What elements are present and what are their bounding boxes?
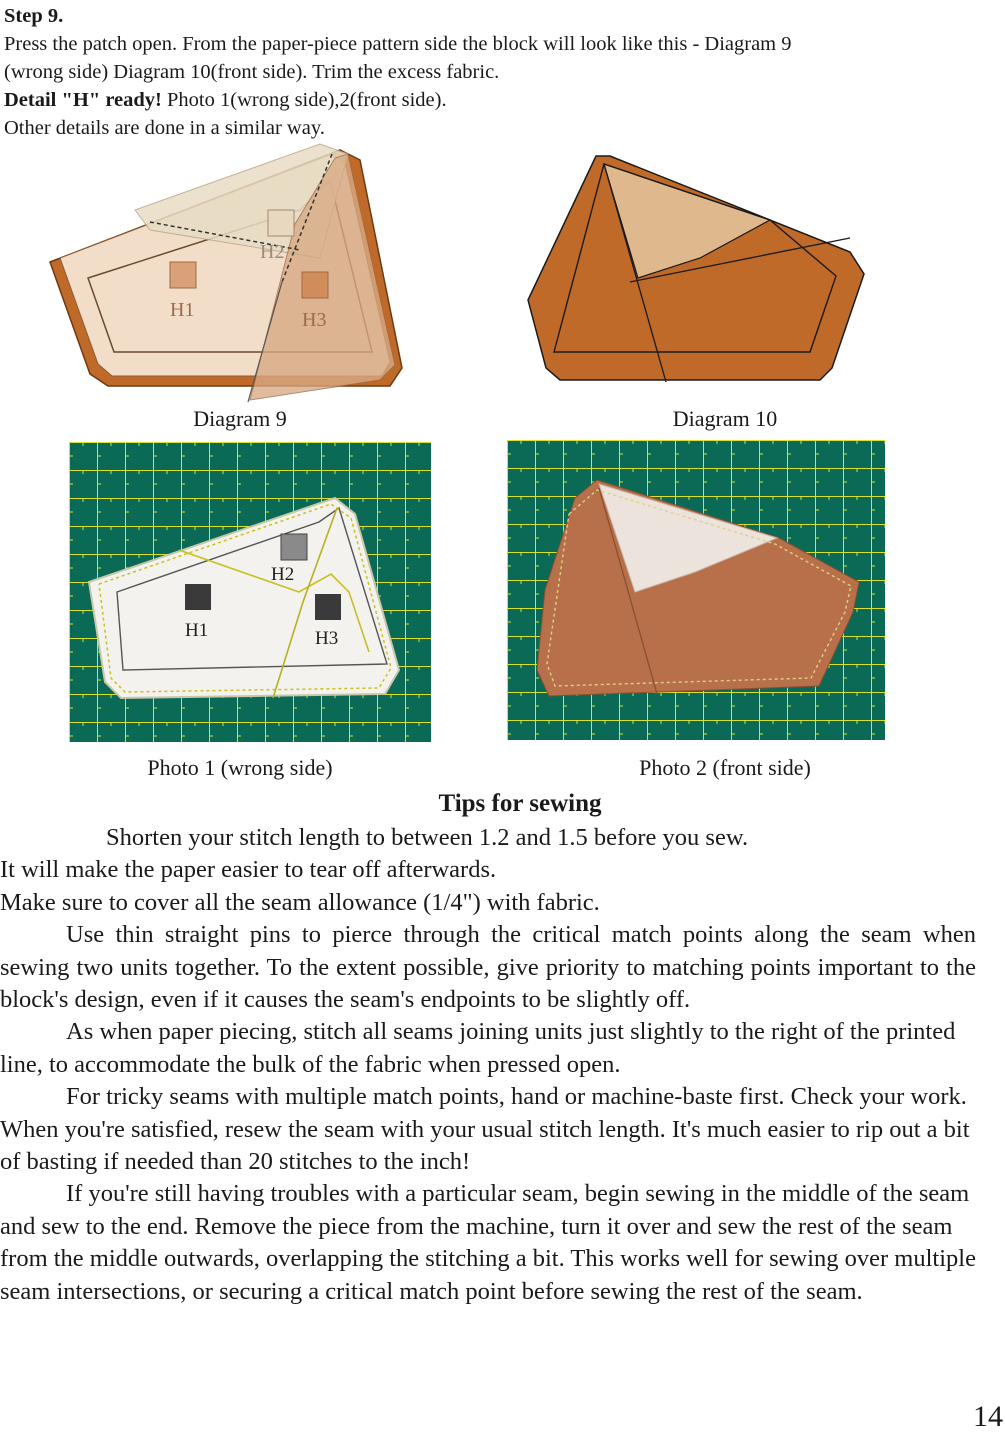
h2-square (268, 210, 294, 236)
tips-p6: For tricky seams with multiple match points, hand or machine-baste first. Check your work. When you're satisfied, resew the seam with your usual stitch length. It's much easier to rip out a bit of basting if needed than 20 stitches to the inch! (0, 1083, 970, 1176)
photo1-h1-square (185, 584, 211, 610)
tips-p3: Make sure to cover all the seam allowance (1/4") with fabric. (0, 888, 600, 916)
tips-p7: If you're still having troubles with a particular seam, begin sewing in the middle of the seam and sew to the end. Remove the piece from the machine, turn it over and sew the rest of the seam from the middle outwards, overlapping the stitching a bit. This works well for sewing over multiple seam intersections, or securing a critical match point before sewing the rest of the seam. (0, 1180, 976, 1305)
step-line-1: Press the patch open. From the paper-piece pattern side the block will look like this - Diagram 9 (4, 33, 792, 55)
photo1-h2-square (281, 534, 307, 560)
tips-p4: Use thin straight pins to pierce through the critical match points along the seam when sewing two units together. To the extent possible, give priority to matching points important to the block's design, even if it causes the seam's endpoints to be slightly off. (0, 921, 976, 1014)
photo1-h1-label: H1 (185, 620, 209, 641)
photo-2-caption: Photo 2 (front side) (639, 755, 811, 780)
photo-2 (507, 440, 885, 740)
step-line-2: (wrong side) Diagram 10(front side). Trim the excess fabric. (4, 61, 500, 83)
tips-p2: It will make the paper easier to tear off afterwards. (0, 856, 497, 884)
tips-body (0, 822, 976, 1308)
diagram-10 (520, 150, 880, 385)
photo1-h2-label: H2 (271, 564, 295, 585)
diagram-10-caption: Diagram 10 (672, 406, 778, 431)
h3-label: H3 (302, 309, 327, 331)
h1-square (170, 262, 196, 288)
diagram-9-caption: Diagram 9 (193, 406, 287, 431)
ready-rest: Photo 1(wrong side),2(front side). (161, 89, 447, 111)
photo1-h3-label: H3 (315, 628, 339, 649)
diagram10-outer-fabric (528, 156, 864, 380)
page-number: 14 (973, 1400, 1003, 1433)
h3-square (302, 272, 328, 298)
diagram-9 (0, 140, 500, 410)
tips-p1: Shorten your stitch length to between 1.2 and 1.5 before you sew. (106, 824, 749, 851)
photo-1-caption: Photo 1 (wrong side) (147, 755, 333, 780)
step-instructions (4, 2, 999, 142)
step-title: Step 9. (4, 5, 64, 27)
h1-label: H1 (170, 299, 195, 321)
photo1-h3-square (315, 594, 341, 620)
tips-title: Tips for sewing (438, 790, 602, 817)
h2-label: H2 (260, 241, 285, 263)
ready-bold: Detail "H" ready! (4, 89, 162, 111)
tips-p5: As when paper piecing, stitch all seams joining units just slightly to the right of the printed line, to accommodate the bulk of the fabric when pressed open. (0, 1018, 956, 1078)
step-line-4: Other details are done in a similar way. (4, 117, 325, 139)
step-line-3 (4, 86, 999, 114)
photo-1 (69, 442, 431, 742)
